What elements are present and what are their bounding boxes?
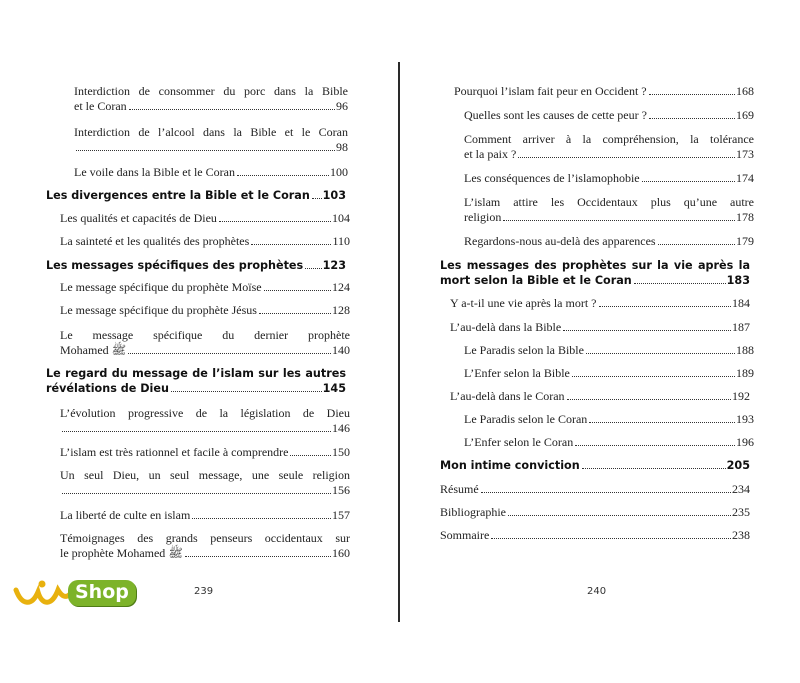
toc-entry-l-islam-attire-les-occidentaux-plus-qu-u	[464, 195, 754, 225]
toc-entry-page-number: 205	[726, 459, 750, 472]
toc-entry-les-divergences-entre-la-bible-et-le-cor	[46, 188, 346, 203]
toc-entry-title: Bibliographie	[440, 505, 506, 519]
left-page-number: 239	[194, 586, 214, 597]
toc-entry-title: La sainteté et les qualités des prophètes	[60, 234, 250, 248]
toc-entry-page-number: 157	[332, 508, 350, 522]
toc-entry-title-line: Le regard du message de l’islam sur les autres	[46, 367, 346, 380]
dot-leader	[649, 118, 735, 119]
toc-entry-page-number: 187	[732, 320, 750, 334]
toc-entry-l-enfer-selon-le-coran	[464, 435, 754, 450]
dot-leader	[567, 399, 731, 400]
toc-entry-la-saintete-et-les-qualites-des-prophete	[60, 234, 350, 249]
toc-entry-un-seul-dieu-un-seul-message-une-seule-r	[60, 468, 350, 498]
dot-leader	[264, 290, 331, 291]
toc-entry-regardons-nous-au-dela-des-apparences	[464, 234, 754, 249]
toc-entry-page-number: 235	[732, 505, 750, 519]
toc-entry-title: Le Paradis selon le Coran	[464, 412, 588, 426]
toc-entry-bibliographie	[440, 505, 750, 520]
toc-entry-title: Le message spécifique du prophète Jésus	[60, 303, 257, 317]
toc-entry-l-evolution-progressive-de-la-legislatio	[60, 406, 350, 436]
toc-entry-title: La liberté de culte en islam	[60, 508, 191, 522]
dot-leader	[503, 220, 735, 221]
toc-entry-mon-intime-conviction	[440, 458, 750, 473]
toc-entry-page-number: 98	[336, 140, 348, 154]
dot-leader	[586, 353, 735, 354]
toc-entry-l-islam-est-tres-rationnel-et-facile-a-c	[60, 445, 350, 460]
dot-leader	[259, 313, 331, 314]
dot-leader	[62, 493, 331, 494]
toc-entry-page-number: 140	[332, 343, 350, 357]
dot-leader	[192, 518, 331, 519]
dot-leader	[290, 455, 331, 456]
toc-entry-page-number: 146	[332, 421, 350, 435]
toc-entry-title: L’au-delà dans le Coran	[450, 389, 565, 403]
toc-entry-title-line: Témoignages des grands penseurs occidentaux sur	[60, 531, 350, 545]
toc-entry-les-messages-specifiques-des-prophetes	[46, 258, 346, 273]
toc-entry-l-enfer-selon-la-bible	[464, 366, 754, 381]
toc-entry-comment-arriver-a-la-comprehension-la-to	[464, 132, 754, 162]
toc-entry-page-number: 145	[322, 382, 346, 395]
toc-entry-page-number: 193	[736, 412, 754, 426]
toc-entry-title: Les qualités et capacités de Dieu	[60, 211, 217, 225]
toc-entry-page-number: 179	[736, 234, 754, 248]
toc-entry-l-au-dela-dans-la-bible	[450, 320, 750, 335]
toc-entry-title-line: Le message spécifique du dernier prophète	[60, 328, 350, 342]
toc-entry-title: Y a-t-il une vie après la mort ?	[450, 296, 597, 310]
dot-leader	[76, 150, 335, 151]
dot-leader	[589, 422, 735, 423]
toc-entry-title: Le message spécifique du prophète Moïse	[60, 280, 262, 294]
dot-leader	[491, 538, 731, 539]
dot-leader	[129, 109, 335, 110]
toc-entry-title: L’islam est très rationnel et facile à comprendre	[60, 445, 289, 459]
toc-entry-title: Le voile dans la Bible et le Coran	[74, 165, 235, 179]
toc-entry-le-paradis-selon-le-coran	[464, 412, 754, 427]
dot-leader	[171, 391, 322, 392]
toc-entry-title: Résumé	[440, 482, 479, 496]
toc-entry-la-liberte-de-culte-en-islam	[60, 508, 350, 523]
dot-leader	[251, 244, 331, 245]
toc-entry-page-number: 160	[332, 546, 350, 560]
toc-entry-les-consequences-de-l-islamophobie	[464, 171, 754, 186]
dot-leader	[305, 268, 321, 269]
toc-entry-page-number: 104	[332, 211, 350, 225]
toc-entry-page-number: 173	[736, 147, 754, 161]
toc-entry-pourquoi-l-islam-fait-peur-en-occident	[454, 84, 754, 99]
toc-entry-page-number: 128	[332, 303, 350, 317]
toc-entry-page-number: 110	[332, 234, 350, 248]
toc-entry-title: Les conséquences de l’islamophobie	[464, 171, 640, 185]
toc-entry-page-number: 192	[732, 389, 750, 403]
dot-leader	[575, 445, 735, 446]
toc-entry-le-regard-du-message-de-l-islam-sur-les-	[46, 366, 346, 396]
toc-entry-le-voile-dans-la-bible-et-le-coran	[74, 165, 348, 180]
dot-leader	[634, 283, 726, 284]
toc-entry-page-number: 238	[732, 528, 750, 542]
toc-entry-title-line: Un seul Dieu, un seul message, une seule religion	[60, 468, 350, 482]
toc-entry-title-line: L’islam attire les Occidentaux plus qu’une autre	[464, 195, 754, 209]
dot-leader	[481, 492, 731, 493]
toc-entry-title: Mohamed ﷺ	[60, 343, 127, 357]
toc-entry-interdiction-de-consommer-du-porc-dans-l	[74, 84, 348, 114]
toc-entry-title: L’Enfer selon la Bible	[464, 366, 570, 380]
toc-entry-title: et le Coran	[74, 99, 127, 113]
toc-entry-title: Regardons-nous au-delà des apparences	[464, 234, 656, 248]
toc-entry-page-number: 123	[322, 259, 346, 272]
dot-leader	[582, 468, 726, 469]
dot-leader	[642, 181, 735, 182]
toc-entry-title: le prophète Mohamed ﷺ	[60, 546, 183, 560]
right-page-number: 240	[587, 586, 607, 597]
toc-entry-title: révélations de Dieu	[46, 382, 169, 395]
toc-entry-page-number: 150	[332, 445, 350, 459]
toc-entry-page-number: 124	[332, 280, 350, 294]
dot-leader	[563, 330, 731, 331]
toc-entry-page-number: 196	[736, 435, 754, 449]
toc-entry-sommaire	[440, 528, 750, 543]
dot-leader	[62, 431, 331, 432]
toc-entry-le-message-specifique-du-dernier-prophet	[60, 328, 350, 358]
toc-entry-l-au-dela-dans-le-coran	[450, 389, 750, 404]
toc-entry-y-a-t-il-une-vie-apres-la-mort	[450, 296, 750, 311]
toc-entry-title-line: Les messages des prophètes sur la vie après la	[440, 259, 750, 272]
toc-entry-page-number: 188	[736, 343, 754, 357]
dot-leader	[219, 221, 331, 222]
toc-entry-page-number: 183	[726, 274, 750, 287]
toc-entry-page-number: 178	[736, 210, 754, 224]
toc-entry-page-number: 168	[736, 84, 754, 98]
dot-leader	[649, 94, 735, 95]
toc-entry-page-number: 100	[330, 165, 348, 179]
dot-leader	[508, 515, 731, 516]
toc-entry-title-line: Interdiction de consommer du porc dans la Bible	[74, 84, 348, 98]
toc-entry-page-number: 174	[736, 171, 754, 185]
toc-entry-les-messages-des-prophetes-sur-la-vie-ap	[440, 258, 750, 288]
toc-entry-page-number: 184	[732, 296, 750, 310]
toc-entry-title: Le Paradis selon la Bible	[464, 343, 584, 357]
toc-entry-interdiction-de-l-alcool-dans-la-bible-e	[74, 125, 348, 155]
toc-entry-title: Pourquoi l’islam fait peur en Occident ?	[454, 84, 647, 98]
toc-entry-title: Mon intime conviction	[440, 459, 580, 472]
toc-entry-title: religion	[464, 210, 502, 224]
shop-logo[interactable]	[12, 576, 162, 616]
toc-entry-le-message-specifique-du-prophete-moise	[60, 280, 350, 295]
toc-entry-title: L’Enfer selon le Coran	[464, 435, 574, 449]
toc-entry-title-line: Comment arriver à la compréhension, la tolérance	[464, 132, 754, 146]
dot-leader	[658, 244, 735, 245]
toc-entry-title: mort selon la Bible et le Coran	[440, 274, 632, 287]
toc-entry-le-paradis-selon-la-bible	[464, 343, 754, 358]
dot-leader	[518, 157, 735, 158]
toc-entry-page-number: 103	[322, 189, 346, 202]
toc-entry-quelles-sont-les-causes-de-cette-peur	[464, 108, 754, 123]
toc-entry-les-qualites-et-capacites-de-dieu	[60, 211, 350, 226]
toc-entry-title: et la paix ?	[464, 147, 517, 161]
toc-entry-title: Les divergences entre la Bible et le Coran	[46, 189, 310, 202]
toc-entry-page-number: 169	[736, 108, 754, 122]
toc-entry-title: Quelles sont les causes de cette peur ?	[464, 108, 647, 122]
dot-leader	[128, 353, 331, 354]
toc-entry-title: Les messages spécifiques des prophètes	[46, 259, 304, 272]
dot-leader	[185, 556, 331, 557]
toc-entry-page-number: 96	[336, 99, 348, 113]
swirl-logo-icon	[12, 576, 76, 616]
dot-leader	[237, 175, 329, 176]
dot-leader	[599, 306, 732, 307]
shop-logo-text: Shop	[68, 580, 136, 606]
dot-leader	[572, 376, 735, 377]
book-spine	[398, 62, 400, 622]
toc-entry-title-line: Interdiction de l’alcool dans la Bible et le Coran	[74, 125, 348, 139]
toc-entry-le-message-specifique-du-prophete-jesus	[60, 303, 350, 318]
toc-entry-temoignages-des-grands-penseurs-occident	[60, 531, 350, 561]
toc-entry-title: L’au-delà dans la Bible	[450, 320, 562, 334]
right-page	[404, 0, 800, 683]
toc-entry-resume	[440, 482, 750, 497]
toc-entry-title-line: L’évolution progressive de la législation de Dieu	[60, 406, 350, 420]
toc-entry-page-number: 189	[736, 366, 754, 380]
toc-entry-page-number: 156	[332, 483, 350, 497]
dot-leader	[312, 198, 322, 199]
toc-entry-page-number: 234	[732, 482, 750, 496]
toc-entry-title: Sommaire	[440, 528, 490, 542]
